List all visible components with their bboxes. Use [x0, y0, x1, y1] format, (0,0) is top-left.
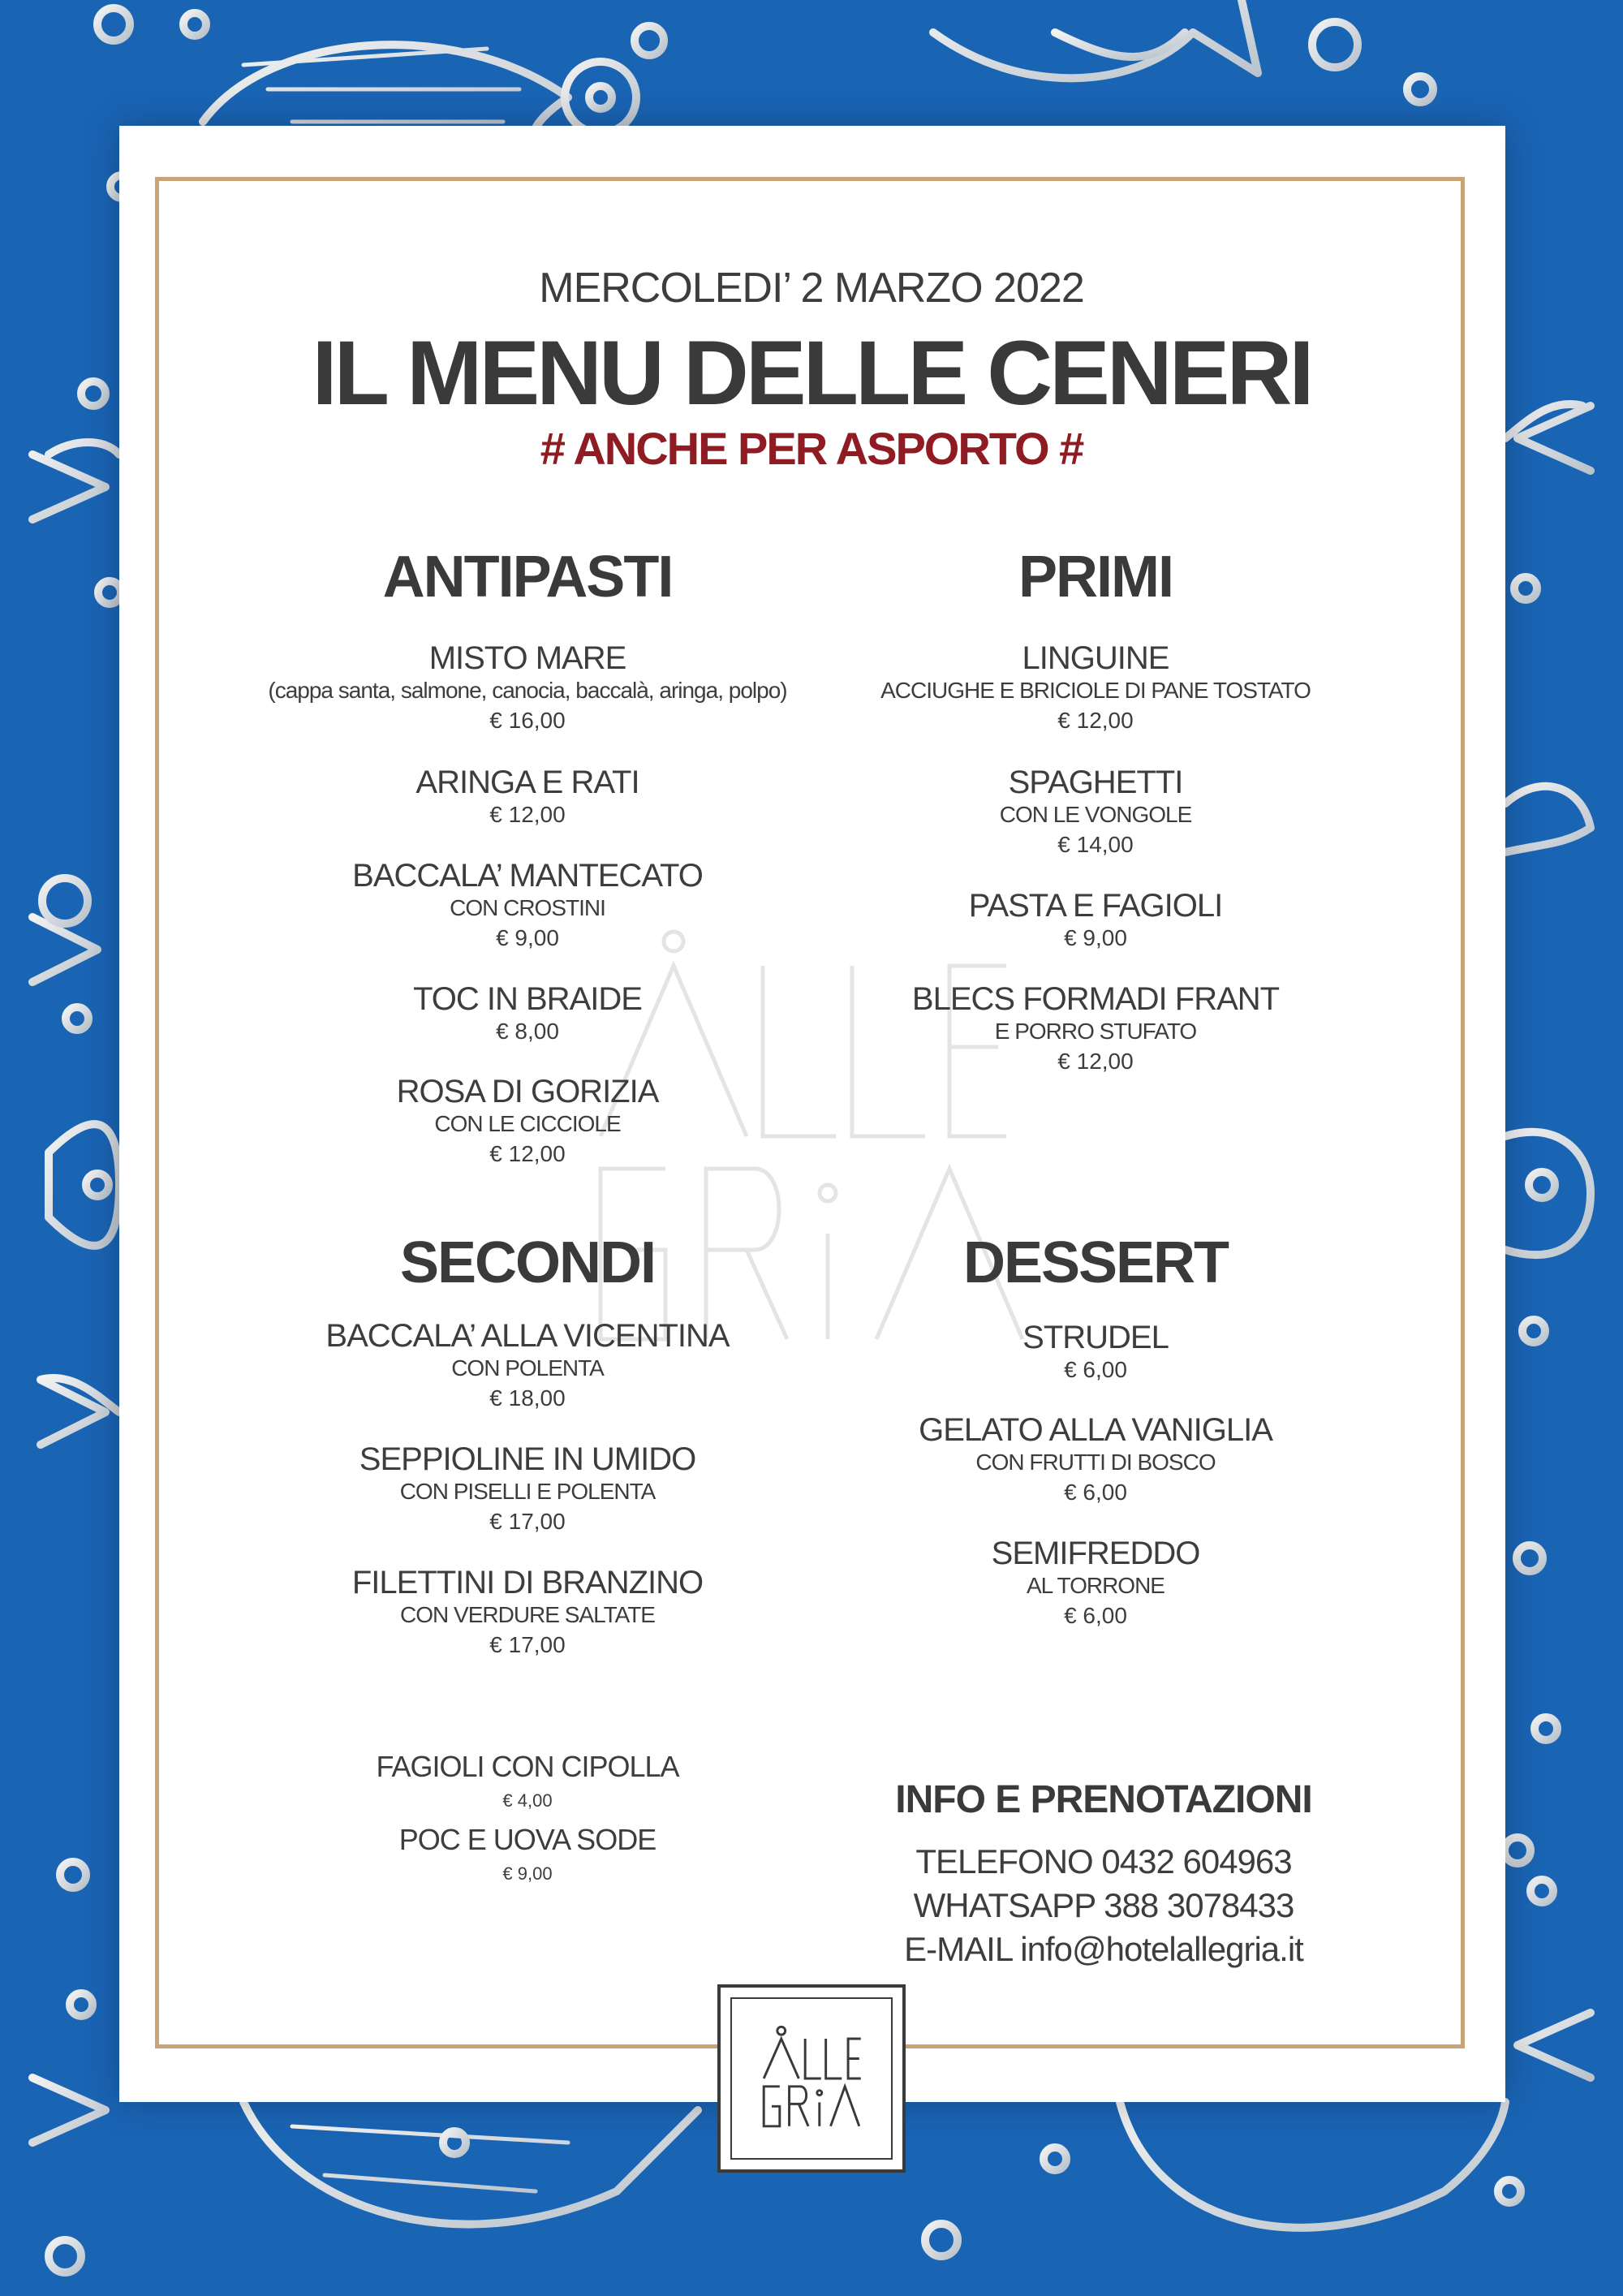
- menu-item: [219, 1566, 836, 1660]
- item-name: MISTO MARE: [428, 640, 626, 676]
- fish-tail-icon: [1518, 2013, 1591, 2078]
- section-title-dessert: DESSERT: [962, 1230, 1229, 1295]
- item-price: € 17,00: [489, 1509, 566, 1534]
- item-description: ACCIUGHE E BRICIOLE DI PANE TOSTATO: [880, 678, 1311, 703]
- menu-item: [219, 1749, 836, 1817]
- item-name: ROSA DI GORIZIA: [396, 1074, 659, 1109]
- item-name: SEPPIOLINE IN UMIDO: [359, 1441, 696, 1477]
- item-description: AL TORRONE: [1027, 1573, 1165, 1598]
- item-name: POC E UOVA SODE: [398, 1823, 657, 1856]
- section-title-secondi: SECONDI: [399, 1230, 656, 1295]
- item-price: € 8,00: [496, 1019, 559, 1044]
- item-price: € 16,00: [489, 708, 566, 733]
- menu-item: [787, 765, 1404, 859]
- menu-item: [219, 765, 836, 829]
- logo-inner-border: [730, 1997, 893, 2160]
- info-whatsapp: WHATSAPP 388 3078433: [913, 1886, 1294, 1924]
- item-price: € 12,00: [489, 802, 566, 827]
- item-description: CON LE CICCIOLE: [434, 1111, 621, 1136]
- info-title: INFO E PRENOTAZIONI: [895, 1778, 1312, 1821]
- info-email[interactable]: E-MAIL info@hotelallegria.it: [904, 1930, 1303, 1968]
- item-name: PASTA E FAGIOLI: [968, 888, 1223, 924]
- item-price: € 17,00: [489, 1632, 566, 1657]
- item-name: BACCALA’ ALLA VICENTINA: [325, 1318, 730, 1354]
- item-price: € 9,00: [496, 925, 559, 950]
- item-price: € 6,00: [1064, 1603, 1127, 1628]
- item-description: CON FRUTTI DI BOSCO: [975, 1450, 1216, 1475]
- info-phone: TELEFONO 0432 604963: [915, 1842, 1292, 1880]
- item-price: € 12,00: [1057, 1049, 1134, 1074]
- item-price: € 14,00: [1057, 832, 1134, 857]
- item-description: CON CROSTINI: [450, 895, 605, 920]
- fish-icon: [933, 0, 1258, 78]
- item-price: € 9,00: [502, 1863, 553, 1884]
- item-name: FAGIOLI CON CIPOLLA: [376, 1750, 679, 1783]
- bubble-icon: [1312, 22, 1358, 67]
- item-name: FILETTINI DI BRANZINO: [351, 1565, 704, 1600]
- fish-tail-icon: [41, 1378, 119, 1445]
- item-price: € 6,00: [1064, 1480, 1127, 1505]
- item-name: SEMIFREDDO: [991, 1536, 1200, 1571]
- allegria-logo: [717, 1984, 906, 2173]
- menu-item: [219, 1442, 836, 1536]
- bubble-icon: [97, 8, 130, 41]
- menu-item: [219, 1822, 836, 1890]
- fish-tail-icon: [32, 2078, 105, 2143]
- menu-item: [219, 1319, 836, 1413]
- menu-item: [219, 641, 836, 735]
- item-price: € 4,00: [502, 1790, 553, 1811]
- item-price: € 9,00: [1064, 925, 1127, 950]
- menu-item: [787, 641, 1404, 735]
- menu-item: [787, 1413, 1404, 1507]
- fish-tail-icon: [32, 442, 119, 519]
- menu-item: [787, 1320, 1404, 1385]
- item-description: CON PISELLI E POLENTA: [399, 1479, 656, 1504]
- menu-title: IL MENU DELLE CENERI: [312, 322, 1311, 424]
- bubble-icon: [42, 878, 88, 924]
- menu-item: [787, 982, 1404, 1076]
- item-name: BLECS FORMADI FRANT: [911, 981, 1280, 1017]
- item-name: SPAGHETTI: [1008, 765, 1183, 800]
- item-description: CON VERDURE SALTATE: [400, 1602, 655, 1627]
- menu-item: [787, 889, 1404, 953]
- item-name: STRUDEL: [1022, 1320, 1169, 1355]
- menu-item: [219, 1075, 836, 1169]
- item-price: € 18,00: [489, 1385, 566, 1411]
- logo-mark: [732, 1999, 891, 2158]
- section-title-antipasti: ANTIPASTI: [382, 545, 673, 610]
- item-price: € 12,00: [489, 1141, 566, 1166]
- item-name: ARINGA E RATI: [415, 765, 639, 800]
- item-description: (cappa santa, salmone, canocia, baccalà, aringa, polpo): [268, 678, 787, 703]
- menu-item: [219, 859, 836, 953]
- item-price: € 12,00: [1057, 708, 1134, 733]
- item-name: TOC IN BRAIDE: [413, 981, 642, 1017]
- fish-tail-icon: [1505, 404, 1591, 471]
- section-title-primi: PRIMI: [1018, 545, 1173, 610]
- item-name: BACCALA’ MANTECATO: [352, 858, 703, 894]
- menu-item: [219, 982, 836, 1046]
- item-price: € 6,00: [1064, 1357, 1127, 1382]
- item-description: CON POLENTA: [451, 1355, 604, 1381]
- menu-subtitle: # ANCHE PER ASPORTO #: [540, 423, 1083, 474]
- item-name: GELATO ALLA VANIGLIA: [919, 1412, 1272, 1448]
- menu-date: MERCOLEDI’ 2 MARZO 2022: [539, 265, 1084, 312]
- item-name: LINGUINE: [1022, 640, 1169, 676]
- item-description: E PORRO STUFATO: [994, 1019, 1197, 1044]
- item-description: CON LE VONGOLE: [999, 802, 1192, 827]
- menu-item: [787, 1536, 1404, 1630]
